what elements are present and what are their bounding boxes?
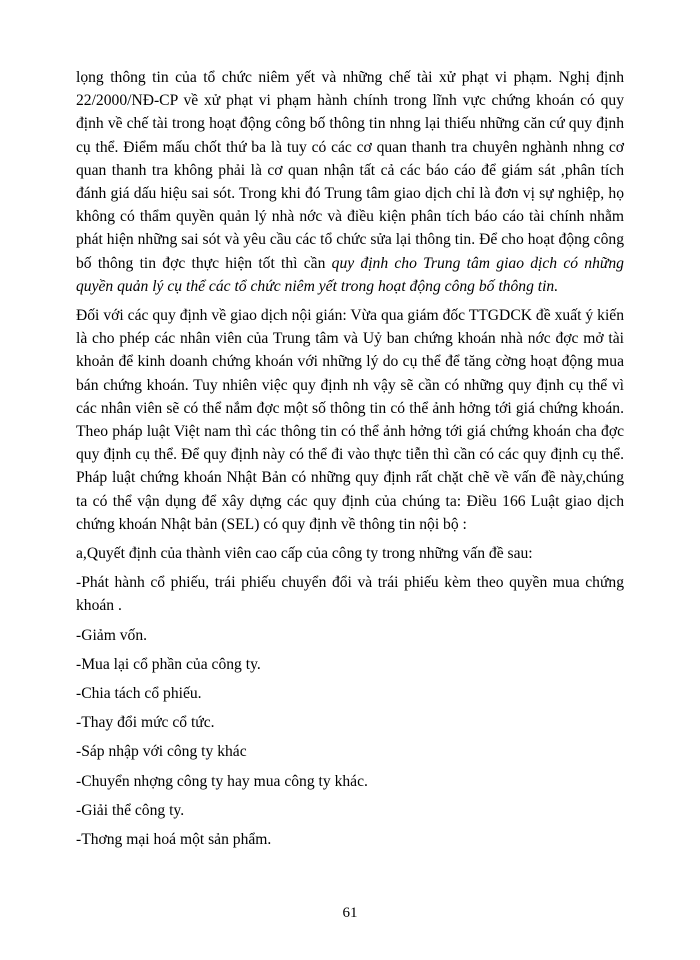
list-item: -Mua lại cổ phần của công ty. [76, 655, 261, 673]
list-item: -Thơng mại hoá một sản phẩm. [76, 831, 272, 849]
paragraph-disclosure-emphasis: quy định cho Trung tâm giao dịch có những quyền quản lý cụ thể các tổ chức niêm yết trong hoạt động công bố thông tin. [76, 254, 624, 295]
paragraph-decisions-intro: a,Quyết định của thành viên cao cấp của công ty trong những vấn đề sau: [76, 545, 533, 563]
list-item: -Giảm vốn. [76, 626, 148, 644]
list-item: -Giải thể công ty. [76, 801, 185, 819]
page-number: 61 [342, 905, 358, 921]
paragraph-insider-trading: Đối với các quy định về giao dịch nội gián: Vừa qua giám đốc TTGDCK đề xuất ý kiến là cho phép các nhân viên của Trung tâm và Uỷ ban chứng khoán nhà nớc đợc mở tài khoản để kinh doanh chứng khoán với những lý do cụ thể để tăng cờng hoạt động mua bán chứng khoán. Tuy nhiên việc quy định nh vậy sẽ cần có những quy định cụ thể vì các nhân viên sẽ có thể nắm đợc một số thông tin có thể ảnh hởng tới giá chứng khoán. Theo pháp luật Việt nam thì các thông tin có thể ảnh hởng tới giá chứng khoán cha đợc quy định cụ thể. Để quy định này có thể đi vào thực tiễn thì cần có các quy định cụ thể. Pháp luật chứng khoán Nhật Bản có những quy định rất chặt chẽ về vấn đề này,chúng ta có thể vận dụng để xây dựng các quy định của chúng ta: Điều 166 Luật giao dịch chứng khoán Nhật bản (SEL) có quy định về thông tin nội bộ : [76, 307, 624, 533]
list-item: -Sáp nhập với công ty khác [76, 743, 247, 761]
list-item: -Thay đổi mức cổ tức. [76, 714, 215, 732]
paragraph-disclosure-text: lọng thông tin của tổ chức niêm yết và những chế tài xử phạt vi phạm. Nghị định 22/2000/NĐ-CP về xử phạt vi phạm hành chính trong lĩnh vực chứng khoán có quy định về chế tài trong hoạt động công bố thông tin nhng lại thiếu những căn cứ quy định cụ thể. Điểm mấu chốt thứ ba là tuy có các cơ quan thanh tra chuyên nghành nhng cơ quan thanh tra không phải là cơ quan nhận tất cả các báo cáo để giám sát ,phân tích đánh giá dấu hiệu sai sót. Trong khi đó Trung tâm giao dịch chỉ là đơn vị sự nghiệp, họ không có thẩm quyền quản lý nhà nớc và điều kiện phân tích báo cáo tài chính nhằm phát hiện những sai sót và yêu cầu các tổ chức sửa lại thông tin. Để cho hoạt động công bố thông tin đợc thực hiện tốt thì cần [76, 69, 624, 272]
list-item: -Chia tách cổ phiếu. [76, 685, 202, 703]
list-item: -Phát hành cổ phiếu, trái phiếu chuyển đổi và trái phiếu kèm theo quyền mua chứng khoán . [76, 574, 624, 615]
body-text [76, 66, 624, 857]
list-item: -Chuyển nhợng công ty hay mua công ty khác. [76, 772, 368, 790]
paragraph-disclosure [76, 66, 624, 298]
